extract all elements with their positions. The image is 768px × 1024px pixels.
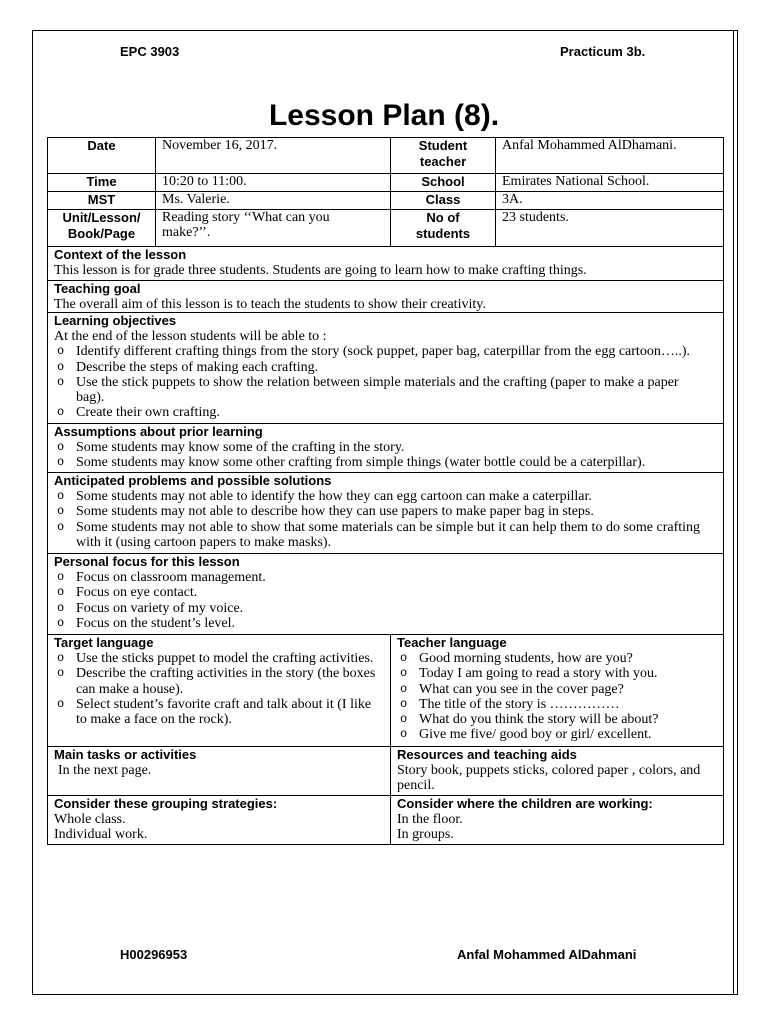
- school-value: Emirates National School.: [502, 174, 650, 189]
- list-item-text: Use the stick puppets to show the relation between simple materials and the crafting (paper to make a paper: [76, 374, 679, 390]
- list-item: [54, 360, 717, 375]
- date-label: Date: [87, 138, 116, 153]
- teaching-goal-text: The overall aim of this lesson is to teach the students to show their creativity.: [54, 297, 486, 312]
- list-item: [54, 440, 717, 455]
- working-place-heading: Consider where the children are working:: [397, 796, 653, 811]
- list-item: [397, 727, 717, 742]
- bullet-marker: o: [57, 455, 65, 470]
- assumptions-section: [47, 424, 724, 473]
- mst-value-cell: [156, 192, 391, 210]
- footer-student-id: H00296953: [120, 947, 188, 962]
- list-item-text: Good morning students, how are you?: [419, 651, 633, 666]
- working-place-text-line: In groups.: [397, 827, 454, 843]
- teacher-language-heading: Teacher language: [397, 635, 507, 650]
- list-item-text: Focus on classroom management.: [76, 570, 266, 585]
- resources-text-line: Story book, puppets sticks, colored paper , colors, and: [397, 763, 701, 778]
- personal-focus-heading: Personal focus for this lesson: [54, 554, 240, 569]
- resources-cell: [391, 747, 724, 796]
- students-count-label-cell: [391, 210, 496, 247]
- list-item: [54, 504, 717, 519]
- page-border-inner-line: [733, 30, 734, 995]
- list-item: [54, 697, 384, 728]
- list-item-text: Some students may not able to identify the how they can egg cartoon can make a caterpillar.: [76, 489, 592, 504]
- list-item-text: What do you think the story will be about?: [419, 712, 659, 728]
- grouping-cell: [48, 796, 391, 845]
- bullet-marker: o: [57, 600, 65, 615]
- resources-heading: Resources and teaching aids: [397, 747, 577, 762]
- time-value-cell: [156, 174, 391, 192]
- mst-label: MST: [87, 192, 116, 207]
- list-item: [54, 405, 717, 420]
- bullet-marker: o: [57, 651, 65, 665]
- list-item-text: Describe the crafting activities in the story (the boxes: [76, 666, 376, 682]
- teacher-language-cell: [391, 635, 724, 747]
- list-item-body: [76, 440, 404, 455]
- bullet-marker: o: [57, 666, 65, 681]
- anticipated-problems-section: [47, 473, 724, 554]
- tasks-resources-row: [47, 747, 724, 796]
- list-item-body: [76, 570, 266, 585]
- target-language-heading: Target language: [54, 635, 154, 650]
- list-item-body: [76, 601, 243, 616]
- time-label-cell: [48, 174, 156, 192]
- student-teacher-value-cell: [496, 138, 724, 174]
- list-item: [397, 651, 717, 666]
- list-item: [54, 375, 717, 406]
- working-place-cell: [391, 796, 724, 845]
- list-item-text: Create their own crafting.: [76, 405, 220, 421]
- list-item: [54, 585, 717, 600]
- school-value-cell: [496, 174, 724, 192]
- personal-focus-section: [47, 554, 724, 635]
- bullet-marker: o: [57, 374, 65, 389]
- list-item-body: [76, 375, 679, 406]
- unit-lesson-label-cell: [48, 210, 156, 247]
- list-item-text: What can you see in the cover page?: [419, 681, 624, 697]
- course-code: EPC 3903: [120, 44, 180, 59]
- page-title: Lesson Plan (8).: [268, 99, 500, 132]
- bullet-marker: o: [400, 712, 408, 727]
- bullet-marker: o: [57, 489, 65, 503]
- list-item: [54, 616, 717, 631]
- list-item-body: [76, 520, 700, 551]
- main-tasks-cell: [48, 747, 391, 796]
- list-item-text: Focus on variety of my voice.: [76, 600, 244, 616]
- bullet-marker: o: [400, 681, 408, 696]
- student-teacher-label-line: Student: [418, 138, 468, 153]
- unit-lesson-value-line: Reading story ‘‘What can you: [162, 210, 330, 225]
- list-item: [54, 651, 384, 666]
- language-row: [47, 635, 724, 747]
- list-item-body: [76, 489, 592, 504]
- bullet-marker: o: [400, 666, 408, 681]
- bullet-marker: o: [400, 651, 408, 665]
- list-item-text: Focus on eye contact.: [76, 585, 198, 601]
- list-item-text: Some students may not able to describe how they can use papers to make paper bag in steps.: [76, 504, 594, 520]
- mst-value: Ms. Valerie.: [162, 192, 230, 207]
- list-item-text: Identify different crafting things from the story (sock puppet, paper bag, caterpillar from the egg cartoon…..).: [76, 344, 690, 360]
- lesson-info-table: [47, 137, 724, 247]
- context-heading: Context of the lesson: [54, 247, 187, 262]
- list-item-text: can make a house).: [76, 681, 184, 697]
- list-item-text: Select student’s favorite craft and talk about it (I like: [76, 696, 372, 712]
- list-item-body: [76, 651, 373, 666]
- student-teacher-value: Anfal Mohammed AlDhamani.: [502, 138, 677, 153]
- list-item-body: [76, 616, 235, 631]
- list-item-text: Focus on the student’s level.: [76, 615, 236, 631]
- anticipated-problems-heading: Anticipated problems and possible solutions: [54, 473, 332, 488]
- list-item-body: [76, 360, 318, 375]
- list-item-text: bag).: [76, 390, 105, 406]
- teaching-goal-section: [47, 281, 724, 313]
- list-item: [54, 520, 717, 551]
- students-count-value: 23 students.: [502, 210, 569, 225]
- student-teacher-label-cell: [391, 138, 496, 174]
- grouping-working-row: [47, 796, 724, 845]
- class-label-cell: [391, 192, 496, 210]
- list-item: [54, 601, 717, 616]
- teaching-goal-heading: Teaching goal: [54, 281, 141, 296]
- list-item-text: Some students may not able to show that some materials can be simple but it can help them to do some crafting: [76, 519, 701, 535]
- bullet-marker: o: [57, 696, 65, 711]
- list-item-body: [419, 697, 620, 712]
- bullet-marker: o: [57, 585, 65, 600]
- resources-text-line: pencil.: [397, 778, 435, 794]
- students-count-label-line: No of: [426, 210, 460, 225]
- time-label: Time: [86, 174, 117, 189]
- list-item: [397, 682, 717, 697]
- student-teacher-label-line: teacher: [419, 154, 467, 169]
- unit-lesson-value-line: make?’’.: [162, 225, 211, 241]
- list-item: [54, 666, 384, 697]
- bullet-marker: o: [57, 359, 65, 374]
- lesson-plan-document: [47, 137, 724, 845]
- context-section: [47, 247, 724, 281]
- date-value: November 16, 2017.: [162, 138, 278, 153]
- list-item-body: [76, 585, 197, 600]
- context-text: This lesson is for grade three students. Students are going to learn how to make crafting things.: [54, 263, 587, 278]
- bullet-marker: o: [57, 519, 65, 534]
- list-item: [397, 712, 717, 727]
- mst-label-cell: [48, 192, 156, 210]
- class-value-cell: [496, 192, 724, 210]
- date-label-cell: [48, 138, 156, 174]
- grouping-text-line: Individual work.: [54, 827, 148, 843]
- students-count-label-line: students: [415, 226, 471, 241]
- list-item: [397, 666, 717, 681]
- unit-lesson-label-line: Book/Page: [67, 226, 136, 241]
- assumptions-heading: Assumptions about prior learning: [54, 424, 263, 439]
- list-item-body: [419, 651, 633, 666]
- list-item-body: [76, 666, 375, 697]
- school-label: School: [421, 174, 465, 189]
- list-item: [54, 570, 717, 585]
- bullet-marker: o: [57, 615, 65, 630]
- learning-objectives-intro: At the end of the lesson students will be able to :: [54, 329, 327, 344]
- time-value: 10:20 to 11:00.: [162, 174, 247, 189]
- date-value-cell: [156, 138, 391, 174]
- list-item-body: [419, 682, 624, 697]
- list-item-text: to make a face on the rock).: [76, 712, 232, 728]
- list-item: [54, 344, 717, 359]
- list-item-body: [419, 666, 658, 681]
- grouping-text-line: Whole class.: [54, 812, 126, 827]
- list-item-body: [419, 712, 659, 727]
- bullet-marker: o: [57, 440, 65, 454]
- class-label: Class: [425, 192, 461, 207]
- bullet-marker: o: [57, 570, 65, 584]
- learning-objectives-section: [47, 313, 724, 424]
- list-item-body: [76, 405, 220, 420]
- bullet-marker: o: [57, 344, 65, 359]
- list-item-text: Give me five/ good boy or girl/ excellent.: [419, 727, 652, 743]
- bullet-marker: o: [57, 405, 65, 420]
- list-item-text: Some students may know some other crafting from simple things (water bottle could be a caterpillar).: [76, 455, 646, 471]
- learning-objectives-heading: Learning objectives: [54, 313, 177, 328]
- main-tasks-heading: Main tasks or activities: [54, 747, 197, 762]
- list-item: [54, 489, 717, 504]
- list-item-text: Use the sticks puppet to model the crafting activities.: [76, 651, 374, 666]
- target-language-cell: [48, 635, 391, 747]
- list-item-body: [76, 504, 594, 519]
- main-tasks-text: In the next page.: [58, 763, 152, 778]
- list-item: [397, 697, 717, 712]
- practicum-label: Practicum 3b.: [560, 44, 646, 59]
- list-item-text: with it (using cartoon papers to make masks).: [76, 534, 332, 550]
- list-item: [54, 455, 717, 470]
- bullet-marker: o: [400, 696, 408, 711]
- unit-lesson-value-cell: [156, 210, 391, 247]
- list-item-body: [76, 697, 371, 728]
- working-place-text-line: In the floor.: [397, 812, 463, 827]
- footer-student-name: Anfal Mohammed AlDahmani: [457, 947, 637, 962]
- class-value: 3A.: [502, 192, 523, 207]
- list-item-text: Some students may know some of the crafting in the story.: [76, 440, 405, 455]
- list-item-text: The title of the story is ……………: [419, 696, 620, 712]
- grouping-heading: Consider these grouping strategies:: [54, 796, 278, 811]
- list-item-body: [76, 344, 690, 359]
- bullet-marker: o: [57, 504, 65, 519]
- list-item-text: Describe the steps of making each crafting.: [76, 359, 319, 375]
- school-label-cell: [391, 174, 496, 192]
- list-item-text: Today I am going to read a story with you.: [419, 666, 658, 682]
- bullet-marker: o: [400, 727, 408, 742]
- list-item-body: [419, 727, 652, 742]
- list-item-body: [76, 455, 645, 470]
- students-count-value-cell: [496, 210, 724, 247]
- unit-lesson-label-line: Unit/Lesson/: [62, 210, 141, 225]
